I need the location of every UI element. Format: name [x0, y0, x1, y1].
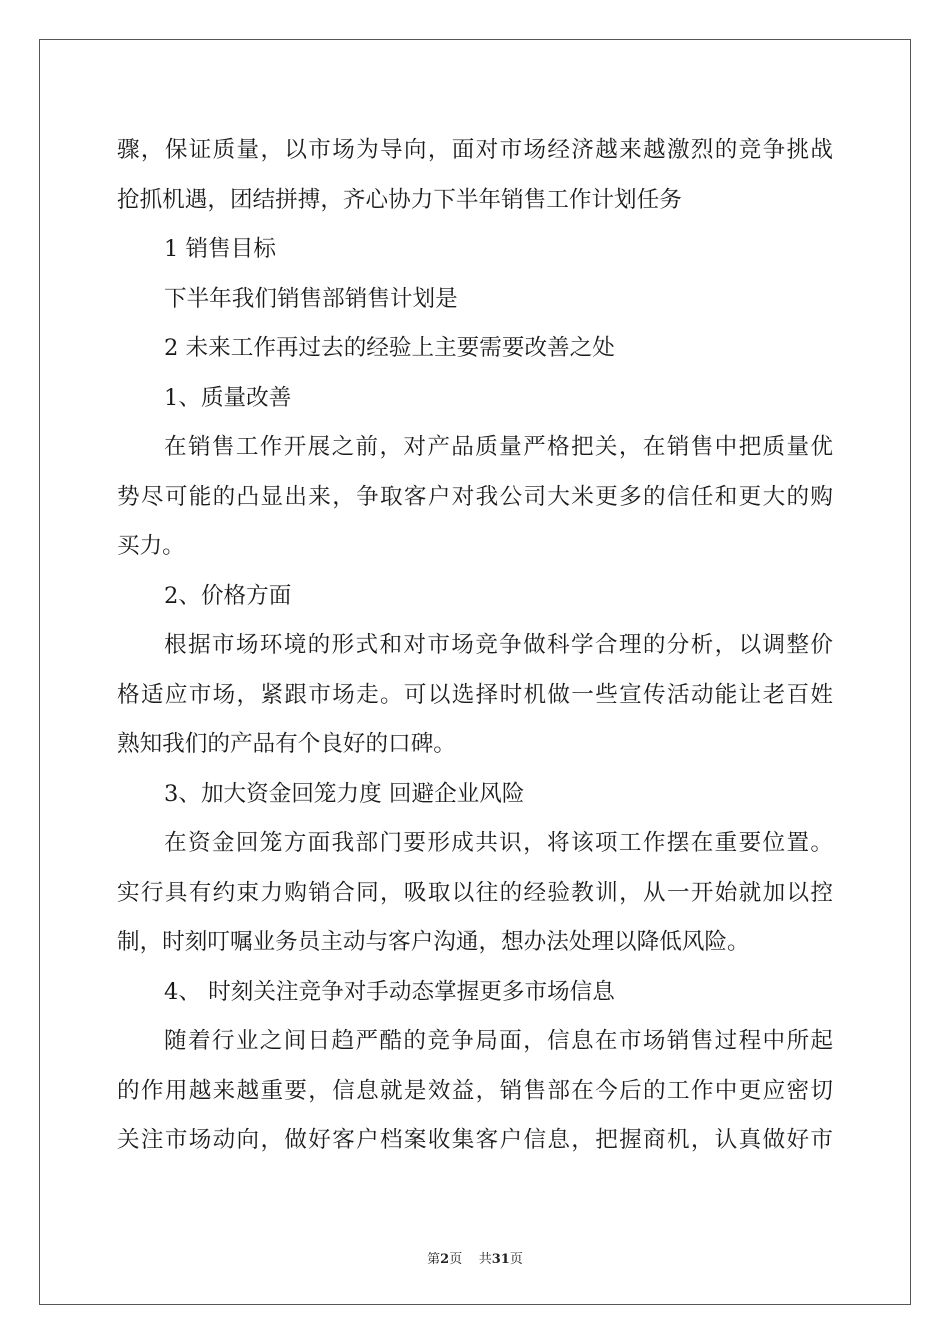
page-footer: [0, 1248, 950, 1267]
section-heading: 2 未来工作再过去的经验上主要需要改善之处: [164, 335, 615, 361]
text-line: 随着行业之间日趋严酷的竞争局面，信息在市场销售过程中所起: [164, 1028, 833, 1054]
subsection-heading: 1、质量改善: [164, 384, 292, 411]
text-line: 熟知我们的产品有个良好的口碑。: [117, 731, 456, 757]
page-number: 2: [440, 1252, 450, 1267]
total-prefix: 共: [478, 1252, 492, 1267]
section-heading: 1 销售目标: [164, 236, 276, 262]
text-line: 买力。: [117, 533, 185, 559]
page-suffix: 页: [449, 1252, 463, 1267]
document-body: [117, 126, 833, 1166]
text-line: 骤，保证质量，以市场为导向，面对市场经济越来越激烈的竞争挑战: [117, 137, 833, 163]
text-line: 势尽可能的凸显出来，争取客户对我公司大米更多的信任和更大的购: [117, 483, 833, 510]
text-line: 实行具有约束力购销合同，吸取以往的经验教训，从一开始就加以控: [117, 879, 833, 906]
text-line: 抢抓机遇，团结拼搏，齐心协力下半年销售工作计划任务: [117, 186, 682, 213]
text-line: 下半年我们销售部销售计划是: [164, 285, 458, 312]
text-line: 在资金回笼方面我部门要形成共识，将该项工作摆在重要位置。: [164, 830, 833, 856]
subsection-heading: 2、价格方面: [164, 582, 292, 609]
text-line: 在销售工作开展之前，对产品质量严格把关，在销售中把质量优: [164, 434, 833, 460]
subsection-heading: 4、 时刻关注竞争对手动态掌握更多市场信息: [164, 978, 615, 1005]
text-line: 的作用越来越重要，信息就是效益，销售部在今后的工作中更应密切: [117, 1077, 833, 1104]
total-pages: 31: [491, 1252, 510, 1267]
text-line: 根据市场环境的形式和对市场竞争做科学合理的分析，以调整价: [164, 632, 833, 658]
page-prefix: 第: [427, 1252, 441, 1267]
text-line: 制，时刻叮嘱业务员主动与客户沟通，想办法处理以降低风险。: [117, 929, 750, 955]
total-suffix: 页: [509, 1252, 523, 1267]
text-line: 关注市场动向，做好客户档案收集客户信息，把握商机，认真做好市: [117, 1127, 833, 1153]
text-line: 格适应市场，紧跟市场走。可以选择时机做一些宣传活动能让老百姓: [117, 681, 833, 708]
subsection-heading: 3、加大资金回笼力度 回避企业风险: [164, 780, 525, 807]
